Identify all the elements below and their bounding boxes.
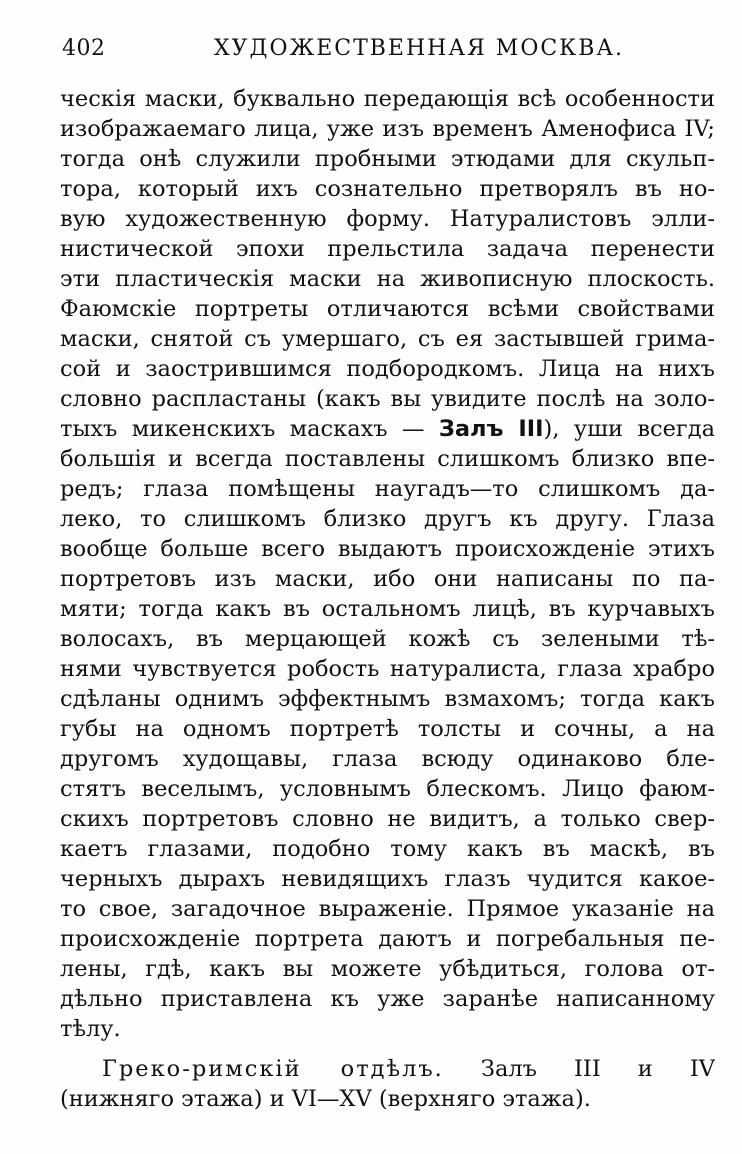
text-line: вую художественную форму. Натуралистовъ элли- (60, 206, 715, 232)
text-line: нями чувствуется робость натуралиста, глаза храбро (60, 656, 715, 682)
hall-reference: Залъ III (438, 416, 544, 442)
text-line: черныхъ дырахъ невидящихъ глазъ чудится какое- (60, 866, 715, 892)
text-line: происхожденіе портрета даютъ и погребальныя пе- (60, 926, 715, 952)
text-line: Фаюмскіе портреты отличаются всѣми свойствами (60, 296, 715, 322)
text-line: леко, то слишкомъ близко другъ къ другу. Глаза (60, 506, 715, 532)
text-fragment: тыхъ микенскихъ маскахъ — (60, 416, 439, 442)
text-line: волосахъ, въ мерцающей кожѣ съ зелеными тѣ- (60, 626, 715, 652)
text-line: скихъ портретовъ словно не видитъ, а только свер- (60, 806, 715, 832)
text-line-with-reference (60, 414, 715, 444)
text-line: другомъ худощавы, глаза всюду одинаково бле- (60, 746, 715, 772)
section-halls: Залъ III и IV (443, 1056, 715, 1082)
text-line: изображаемаго лица, уже изъ временъ Аменофиса IV; (60, 116, 715, 142)
text-line: тѣлу. (60, 1016, 121, 1042)
text-fragment: ), уши всегда (543, 416, 715, 442)
text-line: сой и заострившимся подбородкомъ. Лица на нихъ (60, 356, 715, 382)
page-number: 402 (62, 36, 106, 61)
text-line: большія и всегда поставлены слишкомъ близко впе- (60, 446, 715, 472)
body-text (60, 84, 715, 1114)
text-line: каетъ глазами, подобно тому какъ въ маскѣ, въ (60, 836, 715, 862)
page-header (62, 30, 712, 70)
running-head: ХУДОЖЕСТВЕННАЯ МОСКВА. (214, 36, 625, 61)
text-line: тора, который ихъ сознательно претворялъ въ но- (60, 176, 715, 202)
text-line: вообще больше всего выдаютъ происхожденіе этихъ (60, 536, 715, 562)
text-line: сдѣланы однимъ эффектнымъ взмахомъ; тогда какъ (60, 686, 715, 712)
paragraph-gap (60, 1044, 715, 1054)
text-line: дѣльно приставлена къ уже заранѣе написанному (60, 986, 715, 1012)
text-line: маски, снятой съ умершаго, съ ея застывшей грима- (60, 326, 715, 352)
section-title: Греко-римскій отдѣлъ. (102, 1056, 444, 1082)
text-line: эти пластическія маски на живописную плоскость. (60, 266, 715, 292)
text-line: губы на одномъ портретѣ толсты и сочны, а на (60, 716, 715, 742)
text-line: ческія маски, буквально передающія всѣ особенности (60, 86, 715, 112)
text-line: словно распластаны (какъ вы увидите послѣ на золо- (60, 386, 715, 412)
text-line: мяти; тогда какъ въ остальномъ лицѣ, въ курчавыхъ (60, 596, 715, 622)
text-line: стятъ веселымъ, условнымъ блескомъ. Лицо фаюм- (60, 776, 715, 802)
section-heading-line (60, 1054, 715, 1084)
section-subline: (нижняго этажа) и VI—XV (верхняго этажа). (60, 1086, 591, 1112)
text-line: нистической эпохи прельстила задача перенести (60, 236, 715, 262)
text-line: лены, гдѣ, какъ вы можете убѣдиться, голова от- (60, 956, 715, 982)
text-line: редъ; глаза помѣщены наугадъ—то слишкомъ да- (60, 476, 715, 502)
text-line: то свое, загадочное выраженіе. Прямое указаніе на (60, 896, 715, 922)
text-line: тогда онѣ служили пробными этюдами для скульп- (60, 146, 715, 172)
text-line: портретовъ изъ маски, ибо они написаны по па- (60, 566, 715, 592)
